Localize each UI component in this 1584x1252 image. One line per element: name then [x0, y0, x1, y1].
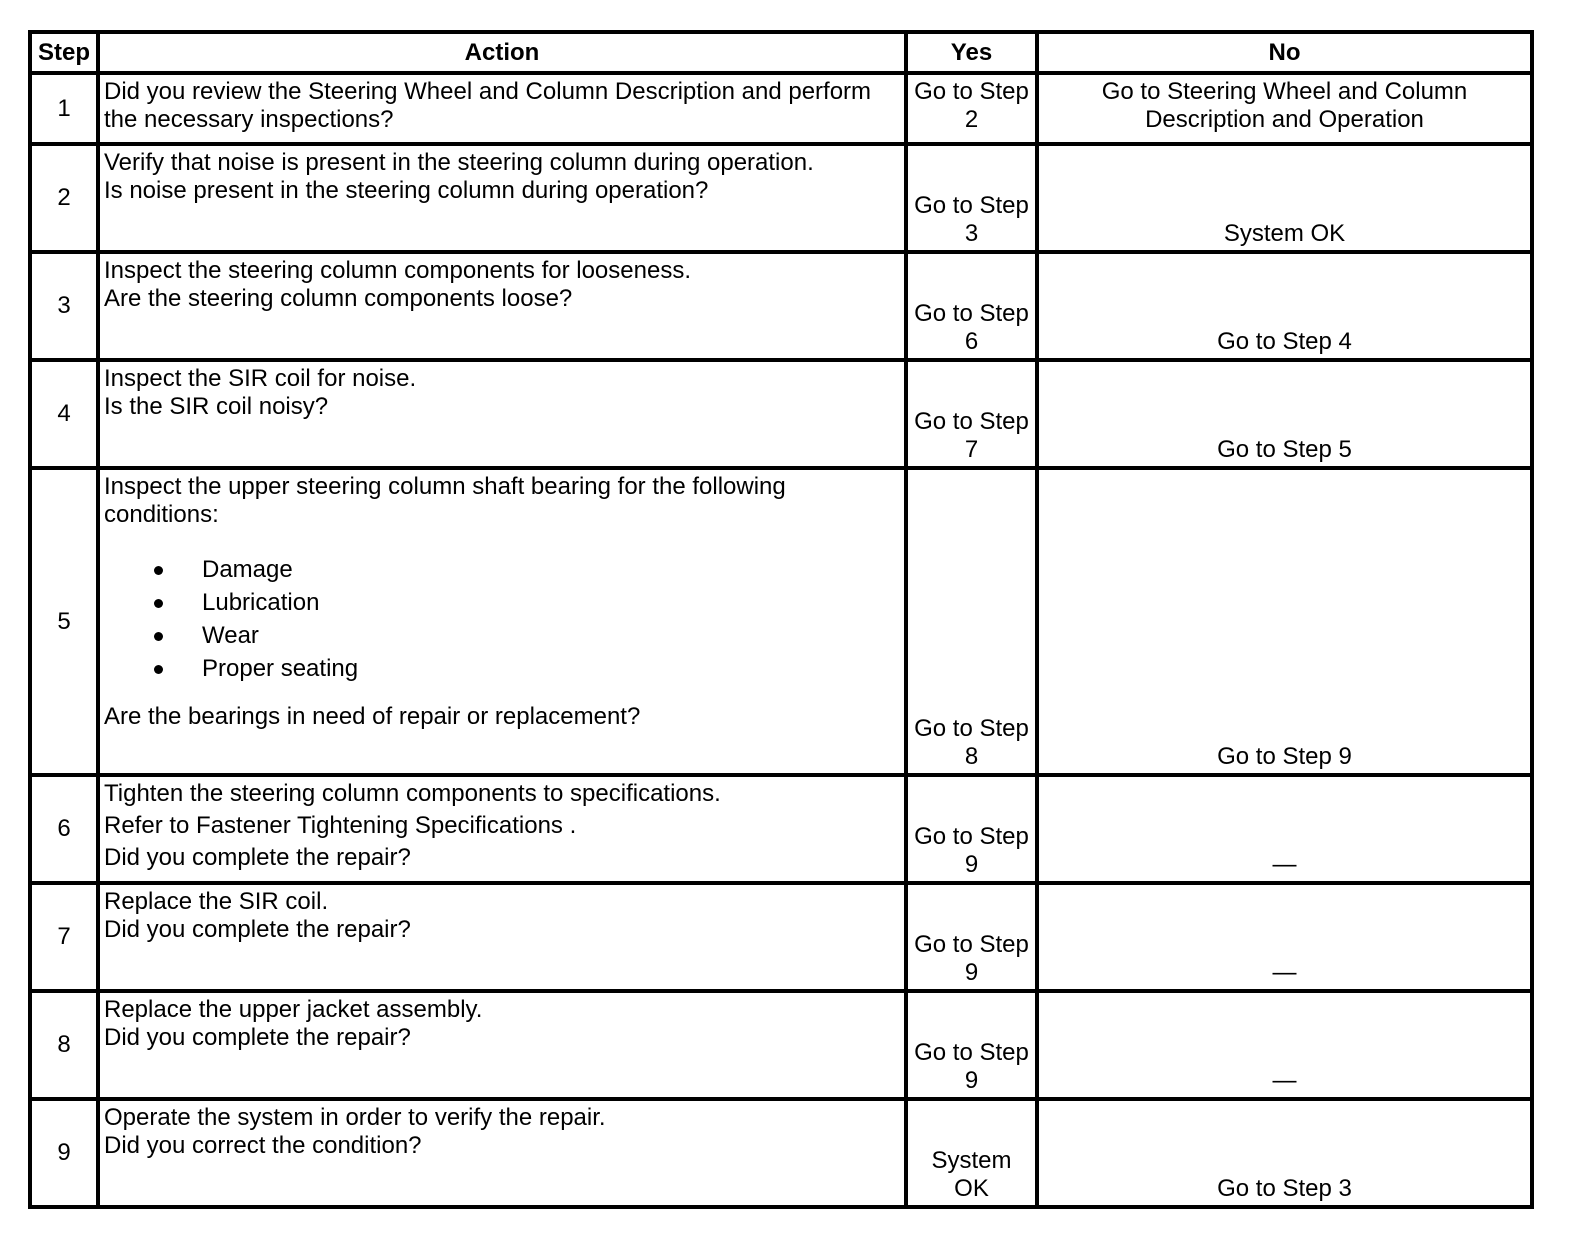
yes-result: Go to Step 9 — [906, 775, 1037, 883]
action-cell — [98, 883, 906, 991]
action-question: Did you complete the repair? — [104, 844, 411, 871]
no-result: — — [1037, 991, 1532, 1099]
action-reference: Refer to Fastener Tightening Specifications . — [104, 812, 577, 839]
list-item: Proper seating — [202, 652, 900, 685]
no-result: — — [1037, 775, 1532, 883]
table-row — [30, 144, 1532, 252]
yes-result: Go to Step 8 — [906, 468, 1037, 775]
step-number: 3 — [30, 252, 98, 360]
action-question: Did you correct the condition? — [104, 1132, 422, 1159]
action-instruction: Replace the SIR coil. — [104, 888, 329, 915]
action-cell — [98, 1099, 906, 1207]
yes-result: Go to Step 7 — [906, 360, 1037, 468]
table-row — [30, 991, 1532, 1099]
table-row — [30, 883, 1532, 991]
step-number: 4 — [30, 360, 98, 468]
action-cell — [98, 468, 906, 775]
yes-result: Go to Step 2 — [906, 73, 1037, 144]
action-question: Is noise present in the steering column during operation? — [104, 177, 709, 204]
yes-header: Yes — [906, 32, 1037, 73]
condition-list — [104, 553, 900, 685]
action-question: Did you complete the repair? — [104, 1024, 411, 1051]
yes-result: Go to Step 9 — [906, 883, 1037, 991]
action-question: Is the SIR coil noisy? — [104, 393, 329, 420]
action-question: Are the steering column components loose? — [104, 285, 573, 312]
action-cell — [98, 252, 906, 360]
table-row — [30, 252, 1532, 360]
table-row — [30, 360, 1532, 468]
step-number: 6 — [30, 775, 98, 883]
header-row — [30, 32, 1532, 73]
no-result: Go to Step 4 — [1037, 252, 1532, 360]
action-instruction: Inspect the upper steering column shaft bearing for the following conditions: — [104, 473, 786, 528]
action-instruction: Inspect the steering column components for looseness. — [104, 257, 691, 284]
step-number: 2 — [30, 144, 98, 252]
table-row — [30, 775, 1532, 883]
list-item: Wear — [202, 619, 900, 652]
no-result: System OK — [1037, 144, 1532, 252]
step-number: 5 — [30, 468, 98, 775]
action-instruction: Verify that noise is present in the steering column during operation. — [104, 149, 814, 176]
action-cell — [98, 991, 906, 1099]
yes-result: Go to Step 9 — [906, 991, 1037, 1099]
action-header: Action — [98, 32, 906, 73]
yes-result: Go to Step 6 — [906, 252, 1037, 360]
table-row — [30, 468, 1532, 775]
no-result: Go to Step 9 — [1037, 468, 1532, 775]
step-number: 7 — [30, 883, 98, 991]
action-instruction: Replace the upper jacket assembly. — [104, 996, 483, 1023]
action-cell — [98, 73, 906, 144]
no-result: Go to Step 3 — [1037, 1099, 1532, 1207]
step-header: Step — [30, 32, 98, 73]
action-instruction: Inspect the SIR coil for noise. — [104, 365, 417, 392]
no-result: — — [1037, 883, 1532, 991]
action-cell — [98, 360, 906, 468]
list-item: Lubrication — [202, 586, 900, 619]
action-instruction: Tighten the steering column components to specifications. — [104, 780, 721, 807]
yes-result: System OK — [906, 1099, 1037, 1207]
table-row — [30, 1099, 1532, 1207]
step-number: 1 — [30, 73, 98, 144]
action-cell — [98, 775, 906, 883]
step-number: 8 — [30, 991, 98, 1099]
no-result: Go to Step 5 — [1037, 360, 1532, 468]
action-cell — [98, 144, 906, 252]
table-row — [30, 73, 1532, 144]
list-item: Damage — [202, 553, 900, 586]
step-number: 9 — [30, 1099, 98, 1207]
no-header: No — [1037, 32, 1532, 73]
no-result: Go to Steering Wheel and Column Description and Operation — [1037, 73, 1532, 144]
action-question: Did you complete the repair? — [104, 916, 411, 943]
yes-result: Go to Step 3 — [906, 144, 1037, 252]
action-instruction: Operate the system in order to verify the repair. — [104, 1104, 606, 1131]
action-question: Are the bearings in need of repair or replacement? — [104, 703, 641, 730]
diagnostic-table — [28, 30, 1534, 1209]
action-text: Did you review the Steering Wheel and Column Description and perform the necessary inspections? — [104, 78, 872, 133]
